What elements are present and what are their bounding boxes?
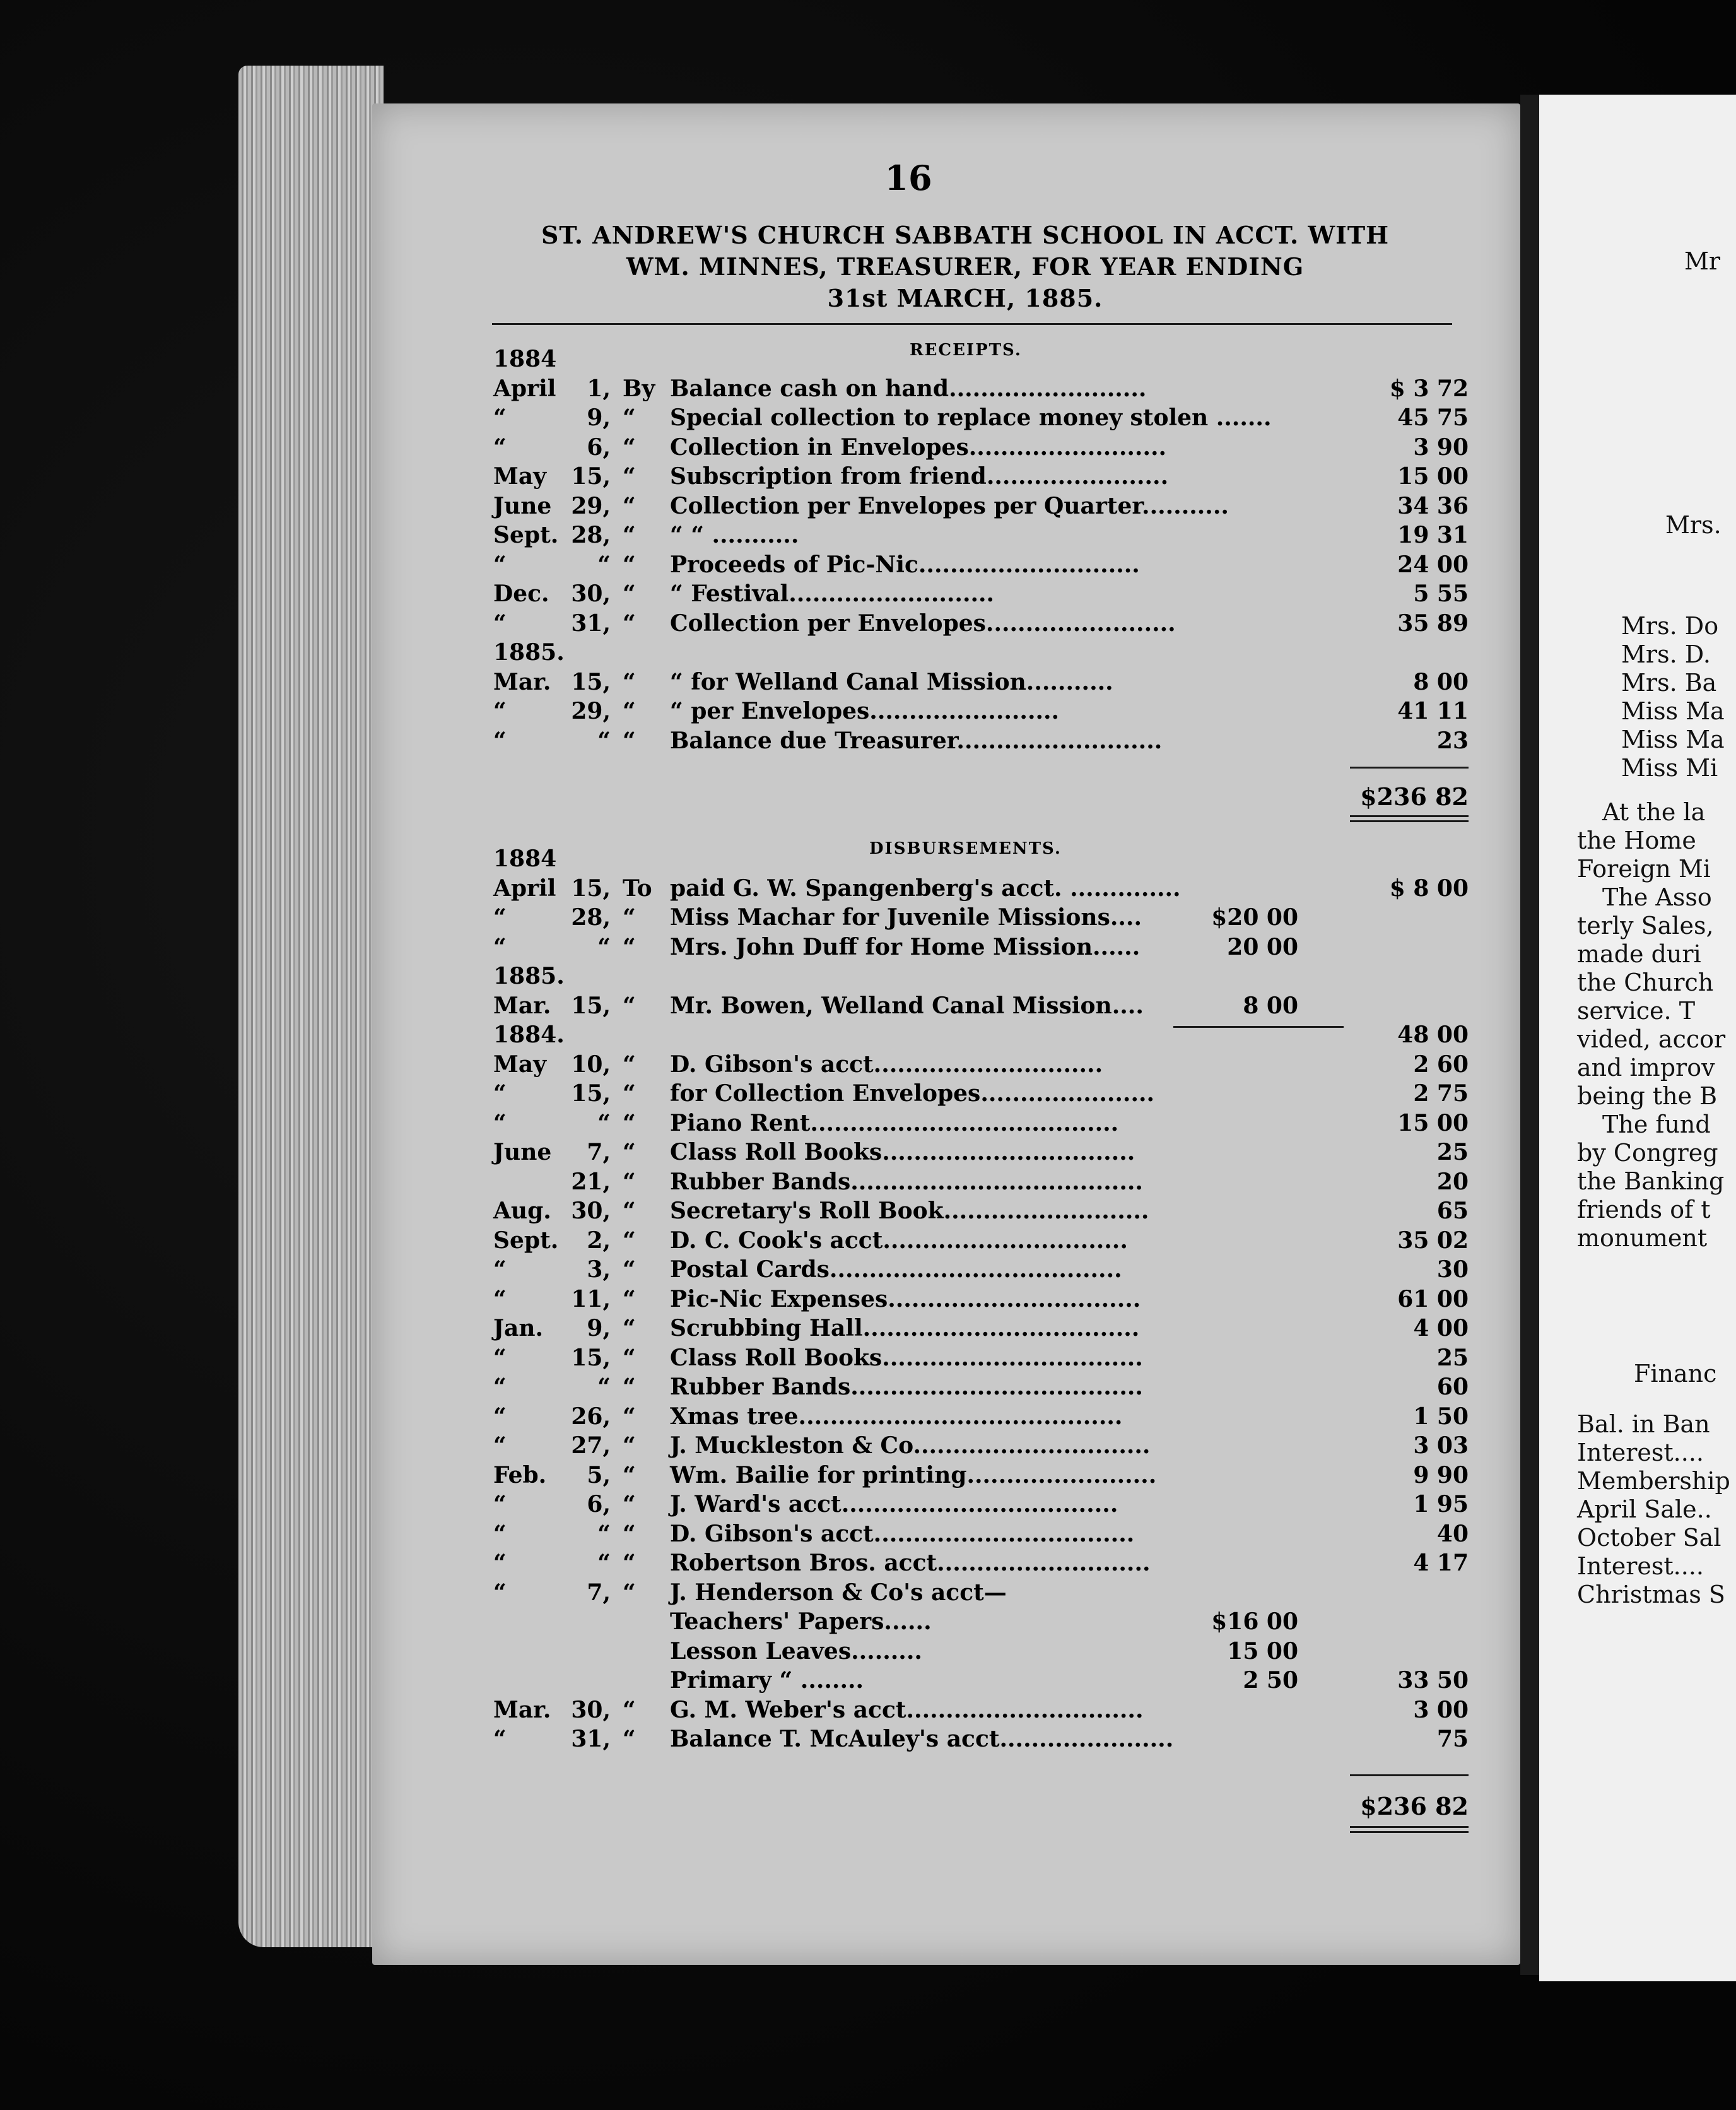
entry-prefix: “: [623, 1080, 636, 1107]
entry-prefix: “: [623, 1374, 636, 1400]
entry-description: Balance due Treasurer..........................: [670, 727, 1163, 754]
facing-page-text: Membership: [1577, 1467, 1730, 1495]
entry-prefix: “: [623, 1198, 636, 1224]
disb-row: [493, 963, 1469, 992]
receipts-heading: RECEIPTS.: [910, 341, 1022, 360]
entry-description: Scrubbing Hall...................................: [670, 1315, 1140, 1341]
entry-month: May: [493, 463, 547, 490]
entry-prefix: “: [623, 1432, 636, 1459]
entry-month: 1884: [493, 846, 557, 872]
facing-page-text: Mrs. Ba: [1621, 669, 1717, 697]
entry-prefix: “: [623, 1579, 636, 1606]
receipts-row: [493, 493, 1469, 522]
entry-month: “: [493, 1520, 507, 1547]
entry-amount: 2 75: [1413, 1080, 1469, 1107]
entry-description: Collection per Envelopes per Quarter...........: [670, 492, 1229, 519]
facing-page-text: made duri: [1577, 940, 1701, 968]
title-line-3: 31st MARCH, 1885.: [827, 284, 1103, 312]
receipts-row: [493, 728, 1469, 757]
facing-page-text: Miss Ma: [1621, 697, 1725, 725]
disb-row: [493, 1432, 1469, 1461]
entry-description: Class Roll Books................................: [670, 1139, 1135, 1165]
entry-inner-amount: 8 00: [1243, 992, 1298, 1019]
entry-month: “: [493, 1491, 507, 1518]
entry-description: Balance cash on hand.........................: [670, 375, 1147, 402]
facing-page-text: Foreign Mi: [1577, 855, 1711, 883]
facing-page-text: friends of t: [1577, 1196, 1711, 1223]
disb-row: [493, 1345, 1469, 1374]
facing-page-text: the Church: [1577, 969, 1714, 996]
entry-prefix: “: [623, 1344, 636, 1371]
entry-description: Primary “ ........: [670, 1667, 864, 1694]
receipts-row: [493, 581, 1469, 610]
entry-prefix: “: [623, 1315, 636, 1341]
entry-day: “: [597, 933, 611, 960]
entry-prefix: “: [623, 1168, 636, 1195]
entry-month: “: [493, 1579, 507, 1606]
entry-description: Mrs. John Duff for Home Mission......: [670, 933, 1141, 960]
entry-month: “: [493, 933, 507, 960]
disb-row: [493, 1256, 1469, 1285]
receipts-row: [493, 698, 1469, 727]
disb-row: [493, 1550, 1469, 1579]
entry-day: 21,: [571, 1168, 611, 1195]
facing-page-text: Miss Mi: [1621, 754, 1718, 782]
entry-day: 6,: [587, 433, 611, 461]
entry-day: “: [597, 1520, 611, 1547]
disbursements-total: $236 82: [1360, 1792, 1469, 1820]
entry-prefix: “: [623, 433, 636, 461]
entry-day: 29,: [571, 698, 611, 724]
entry-prefix: “: [623, 463, 636, 490]
entry-description: D. Gibson's acct.................................: [670, 1520, 1135, 1547]
disb-row: [493, 1169, 1469, 1198]
entry-inner-amount: 2 50: [1243, 1667, 1298, 1694]
entry-prefix: “: [623, 1726, 636, 1752]
receipts-total-rule-top: [1350, 767, 1469, 769]
disb-row: [493, 1579, 1469, 1608]
entry-day: 26,: [571, 1403, 611, 1430]
entry-amount: 41 11: [1397, 698, 1469, 724]
receipts-row: [493, 522, 1469, 551]
entry-prefix: “: [623, 1461, 636, 1488]
facing-page-text: April Sale..: [1577, 1495, 1712, 1523]
facing-page-text: service. T: [1577, 997, 1696, 1025]
entry-month: “: [493, 1403, 507, 1430]
entry-day: 9,: [587, 1315, 611, 1341]
entry-day: 29,: [571, 492, 611, 519]
entry-description: Proceeds of Pic-Nic............................: [670, 551, 1140, 578]
entry-description: Rubber Bands.....................................: [670, 1374, 1143, 1400]
entry-prefix: “: [623, 1550, 636, 1576]
entry-day: 9,: [587, 404, 611, 431]
disbursements-heading: DISBURSEMENTS.: [869, 839, 1062, 858]
entry-month: “: [493, 1285, 507, 1312]
page-title: [467, 220, 1463, 314]
entry-description: J. Henderson & Co's acct—: [670, 1579, 1007, 1606]
entry-prefix: “: [623, 1256, 636, 1283]
facing-page: [1539, 95, 1736, 1981]
entry-amount: 2 60: [1413, 1051, 1469, 1078]
entry-day: 11,: [571, 1285, 611, 1312]
receipts-row: [493, 551, 1469, 581]
entry-amount: 20: [1436, 1168, 1469, 1195]
entry-description: “ “ ...........: [670, 522, 799, 548]
receipts-total-rule-bottom-1: [1350, 815, 1469, 817]
entry-description: Collection in Envelopes.........................: [670, 433, 1167, 461]
entry-day: 30,: [571, 1696, 611, 1723]
entry-amount: 5 55: [1413, 581, 1469, 607]
entry-description: Wm. Bailie for printing........................: [670, 1461, 1157, 1488]
entry-amount: 48 00: [1397, 1022, 1469, 1048]
facing-page-text: monument: [1577, 1224, 1708, 1252]
title-line-2: WM. MINNES, TREASURER, FOR YEAR ENDING: [626, 252, 1305, 281]
entry-description: J. Ward's acct...................................: [670, 1491, 1118, 1518]
entry-day: 15,: [571, 1080, 611, 1107]
title-line-1: ST. ANDREW'S CHURCH SABBATH SCHOOL IN ACCT. WITH: [541, 221, 1390, 249]
facing-page-text: and improv: [1577, 1054, 1715, 1082]
entry-prefix: “: [623, 933, 636, 960]
entry-description: Lesson Leaves.........: [670, 1637, 922, 1665]
entry-month: “: [493, 1344, 507, 1371]
entry-day: 2,: [587, 1227, 611, 1254]
entry-prefix: “: [623, 727, 636, 754]
entry-description: J. Muckleston & Co..............................: [670, 1432, 1151, 1459]
facing-page-text: being the B: [1577, 1082, 1718, 1110]
entry-day: 31,: [571, 1726, 611, 1752]
entry-month: Mar.: [493, 668, 551, 695]
facing-page-text: October Sal: [1577, 1524, 1721, 1552]
disb-row: [493, 1697, 1469, 1726]
entry-amount: 1 95: [1413, 1491, 1469, 1518]
disb-row: [493, 1051, 1469, 1080]
entry-day: “: [597, 1550, 611, 1576]
entry-amount: 24 00: [1397, 551, 1469, 578]
entry-month: “: [493, 610, 507, 637]
facing-page-text: Interest....: [1577, 1552, 1704, 1580]
entry-month: “: [493, 1080, 507, 1107]
receipts-row: [493, 434, 1469, 463]
entry-description: Robertson Bros. acct...........................: [670, 1550, 1151, 1576]
entry-amount: 33 50: [1397, 1667, 1469, 1694]
disb-row: [493, 1110, 1469, 1139]
entry-description: paid G. W. Spangenberg's acct. ..............: [670, 875, 1181, 902]
entry-day: 15,: [571, 875, 611, 902]
disb-total-rule-bottom-1: [1350, 1826, 1469, 1828]
entry-inner-amount: $20 00: [1211, 904, 1298, 931]
entry-day: “: [597, 1109, 611, 1136]
entry-description: Teachers' Papers......: [670, 1608, 932, 1635]
entry-prefix: “: [623, 904, 636, 931]
disb-row: [493, 846, 1469, 875]
disb-row: [493, 875, 1469, 904]
facing-page-text: Mrs.: [1665, 511, 1721, 539]
entry-month: “: [493, 698, 507, 724]
entry-day: 3,: [587, 1256, 611, 1283]
entry-month: 1885.: [493, 963, 565, 989]
disb-row: [493, 904, 1469, 933]
entry-month: “: [493, 551, 507, 578]
facing-page-text: Mrs. Do: [1621, 612, 1719, 640]
entry-prefix: “: [623, 522, 636, 548]
entry-day: 31,: [571, 610, 611, 637]
entry-prefix: “: [623, 992, 636, 1019]
disb-row: [493, 1198, 1469, 1227]
facing-page-text: Bal. in Ban: [1577, 1410, 1710, 1438]
entry-month: Aug.: [493, 1198, 551, 1224]
entry-prefix: “: [623, 610, 636, 637]
entry-description: Balance T. McAuley's acct......................: [670, 1726, 1174, 1752]
disb-row: [493, 1491, 1469, 1520]
facing-page-text: The Asso: [1602, 883, 1712, 911]
facing-page-text: Interest....: [1577, 1439, 1704, 1466]
entry-month: “: [493, 1550, 507, 1576]
entry-description: Rubber Bands.....................................: [670, 1168, 1143, 1195]
entry-amount: 4 17: [1413, 1550, 1469, 1576]
entry-amount: 15 00: [1397, 463, 1469, 490]
entry-description: Collection per Envelopes........................: [670, 610, 1176, 637]
receipts-row: [493, 639, 1469, 668]
entry-amount: 3 03: [1413, 1432, 1469, 1459]
facing-page-text: The fund: [1602, 1111, 1711, 1138]
entry-description: Piano Rent.......................................: [670, 1109, 1119, 1136]
disb-row: [493, 1374, 1469, 1403]
receipts-row: [493, 463, 1469, 492]
disb-total-rule-bottom-2: [1350, 1831, 1469, 1833]
disb-row: [493, 1227, 1469, 1256]
entry-prefix: “: [623, 1227, 636, 1254]
entry-prefix: “: [623, 551, 636, 578]
entry-day: 10,: [571, 1051, 611, 1078]
receipts-total-rule-bottom-2: [1350, 820, 1469, 822]
facing-page-text: vided, accor: [1577, 1025, 1726, 1053]
disb-row: [493, 1139, 1469, 1168]
disb-row: [493, 1726, 1469, 1755]
entry-amount: 45 75: [1397, 404, 1469, 431]
entry-description: “ Festival..........................: [670, 581, 995, 607]
disb-row: [493, 1315, 1469, 1344]
entry-month: 1884: [493, 346, 557, 372]
entry-description: G. M. Weber's acct..............................: [670, 1696, 1144, 1723]
entry-amount: $ 3 72: [1389, 375, 1469, 402]
disb-total-rule-top: [1350, 1774, 1469, 1776]
entry-month: 1884.: [493, 1022, 565, 1048]
receipts-total: $236 82: [1360, 782, 1469, 811]
entry-day: 6,: [587, 1491, 611, 1518]
book-gutter: [1520, 95, 1539, 1975]
facing-page-text: the Banking: [1577, 1167, 1725, 1195]
entry-month: “: [493, 1432, 507, 1459]
entry-description: D. Gibson's acct.............................: [670, 1051, 1103, 1078]
entry-amount: 25: [1436, 1344, 1469, 1371]
entry-prefix: “: [623, 668, 636, 695]
disb-row: [493, 934, 1469, 963]
entry-amount: 35 89: [1397, 610, 1469, 637]
entry-day: 28,: [571, 522, 611, 548]
entry-amount: 3 90: [1413, 433, 1469, 461]
entry-amount: 4 00: [1413, 1315, 1469, 1341]
entry-day: 15,: [571, 1344, 611, 1371]
entry-prefix: “: [623, 1403, 636, 1430]
entry-month: June: [493, 492, 552, 519]
entry-amount: 9 90: [1413, 1461, 1469, 1488]
entry-day: 28,: [571, 904, 611, 931]
missions-subtotal-rule: [1173, 1026, 1344, 1028]
entry-day: 5,: [587, 1461, 611, 1488]
facing-page-text: by Congreg: [1577, 1139, 1718, 1167]
facing-page-text: Mrs. D.: [1621, 640, 1711, 668]
entry-month: Dec.: [493, 581, 549, 607]
entry-day: 7,: [587, 1139, 611, 1165]
entry-amount: 65: [1436, 1198, 1469, 1224]
facing-page-text: Mr: [1684, 247, 1721, 275]
entry-day: “: [597, 1374, 611, 1400]
disb-row: [493, 1080, 1469, 1109]
receipts-row: [493, 669, 1469, 698]
entry-prefix: “: [623, 1139, 636, 1165]
entry-description: Xmas tree.........................................: [670, 1403, 1123, 1430]
facing-page-text: Christmas S: [1577, 1581, 1725, 1608]
entry-prefix: To: [623, 875, 652, 902]
entry-description: D. C. Cook's acct...............................: [670, 1227, 1128, 1254]
facing-page-text: At the la: [1602, 798, 1706, 826]
disb-row: [493, 1638, 1469, 1667]
entry-prefix: “: [623, 404, 636, 431]
entry-amount: 61 00: [1397, 1285, 1469, 1312]
disb-row: [493, 993, 1469, 1022]
entry-amount: 3 00: [1413, 1696, 1469, 1723]
entry-prefix: By: [623, 375, 655, 402]
entry-amount: 30: [1436, 1256, 1469, 1283]
entry-inner-amount: $16 00: [1211, 1608, 1298, 1635]
entry-day: 15,: [571, 992, 611, 1019]
entry-amount: 15 00: [1397, 1109, 1469, 1136]
entry-month: Mar.: [493, 1696, 551, 1723]
entry-day: 15,: [571, 463, 611, 490]
receipts-row: [493, 346, 1469, 375]
entry-amount: 75: [1436, 1726, 1469, 1752]
entry-month: “: [493, 904, 507, 931]
entry-month: “: [493, 1374, 507, 1400]
entry-description: “ per Envelopes........................: [670, 698, 1060, 724]
entry-inner-amount: 20 00: [1227, 933, 1298, 960]
entry-day: “: [597, 551, 611, 578]
entry-prefix: “: [623, 581, 636, 607]
disb-row: [493, 1521, 1469, 1550]
entry-month: Jan.: [493, 1315, 544, 1341]
entry-day: 15,: [571, 668, 611, 695]
entry-description: Pic-Nic Expenses................................: [670, 1285, 1141, 1312]
disb-row: [493, 1608, 1469, 1637]
entry-description: Special collection to replace money stolen .......: [670, 404, 1272, 431]
entry-day: 27,: [571, 1432, 611, 1459]
entry-description: Secretary's Roll Book..........................: [670, 1198, 1149, 1224]
entry-prefix: “: [623, 492, 636, 519]
entry-month: May: [493, 1051, 547, 1078]
entry-amount: 60: [1436, 1374, 1469, 1400]
facing-page-text: Miss Ma: [1621, 726, 1725, 753]
entry-amount: 35 02: [1397, 1227, 1469, 1254]
entry-day: 7,: [587, 1579, 611, 1606]
entry-month: Sept.: [493, 1227, 559, 1254]
entry-amount: 23: [1436, 727, 1469, 754]
receipts-row: [493, 610, 1469, 639]
entry-amount: 8 00: [1413, 668, 1469, 695]
entry-amount: 25: [1436, 1139, 1469, 1165]
entry-day: 1,: [587, 375, 611, 402]
page-number: 16: [884, 158, 932, 198]
entry-day: 30,: [571, 581, 611, 607]
entry-inner-amount: 15 00: [1227, 1637, 1298, 1665]
entry-month: “: [493, 404, 507, 431]
entry-month: 1885.: [493, 639, 565, 666]
entry-prefix: “: [623, 1109, 636, 1136]
entry-day: “: [597, 727, 611, 754]
disb-row: [493, 1462, 1469, 1491]
entry-prefix: “: [623, 1696, 636, 1723]
entry-description: Postal Cards.....................................: [670, 1256, 1122, 1283]
entry-month: April: [493, 375, 556, 402]
disb-row: [493, 1403, 1469, 1432]
entry-description: Mr. Bowen, Welland Canal Mission....: [670, 992, 1144, 1019]
disb-row: [493, 1286, 1469, 1315]
receipts-row: [493, 404, 1469, 433]
entry-month: “: [493, 1726, 507, 1752]
entry-prefix: “: [623, 1051, 636, 1078]
disb-row: [493, 1667, 1469, 1696]
entry-prefix: “: [623, 1285, 636, 1312]
entry-description: Miss Machar for Juvenile Missions....: [670, 904, 1142, 931]
receipts-row: [493, 375, 1469, 404]
facing-page-text: the Home: [1577, 827, 1696, 854]
entry-day: 30,: [571, 1198, 611, 1224]
entry-month: Feb.: [493, 1461, 547, 1488]
entry-description: “ for Welland Canal Mission...........: [670, 668, 1113, 695]
book-page-edges: [238, 66, 384, 1947]
entry-month: April: [493, 875, 556, 902]
entry-amount: 1 50: [1413, 1403, 1469, 1430]
entry-amount: 40: [1436, 1520, 1469, 1547]
entry-description: for Collection Envelopes......................: [670, 1080, 1155, 1107]
entry-month: “: [493, 727, 507, 754]
entry-description: Class Roll Books.................................: [670, 1344, 1143, 1371]
entry-month: “: [493, 433, 507, 461]
entry-amount: $ 8 00: [1389, 875, 1469, 902]
title-rule: [492, 323, 1452, 325]
entry-month: “: [493, 1109, 507, 1136]
entry-month: June: [493, 1139, 552, 1165]
entry-description: Subscription from friend.......................: [670, 463, 1169, 490]
entry-prefix: “: [623, 1491, 636, 1518]
entry-month: Sept.: [493, 522, 559, 548]
entry-month: “: [493, 1256, 507, 1283]
entry-amount: 34 36: [1397, 492, 1469, 519]
entry-amount: 19 31: [1397, 522, 1469, 548]
entry-prefix: “: [623, 1520, 636, 1547]
facing-page-text: Financ: [1634, 1360, 1717, 1388]
entry-month: Mar.: [493, 992, 551, 1019]
facing-page-text: terly Sales,: [1577, 912, 1714, 940]
entry-prefix: “: [623, 698, 636, 724]
